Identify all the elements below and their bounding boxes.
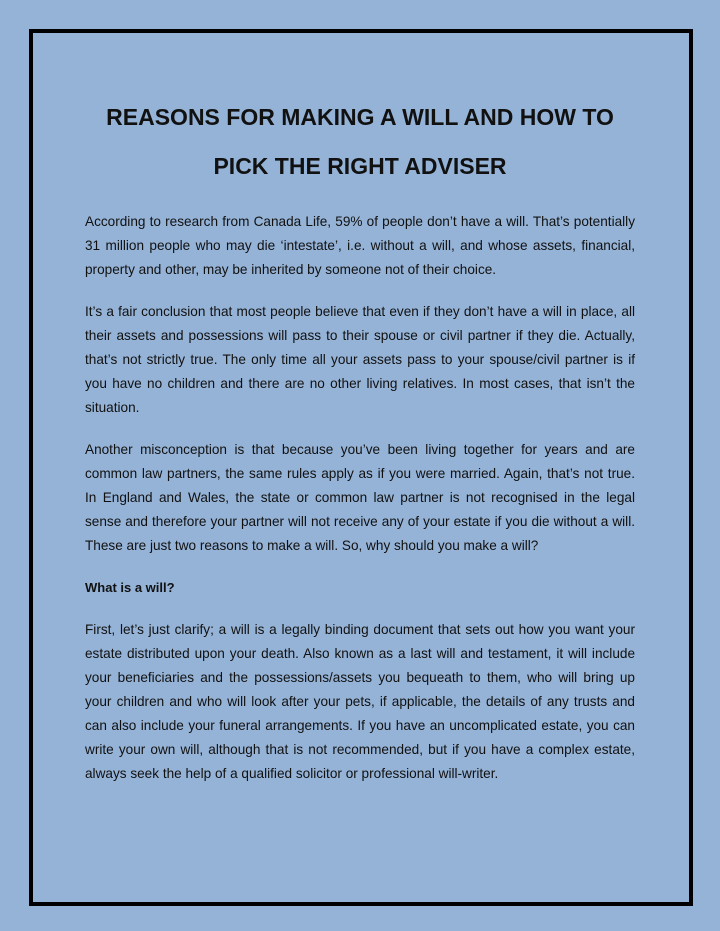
paragraph-intro: According to research from Canada Life, 59% of people don’t have a will. That’s potentially 31 million people who may die ‘intestate’, i.e. without a will, and whose assets, financial, property and other, may be inherited by someone not of their choice. [85,214,635,277]
section-heading-what-is-a-will: What is a will? [85,580,175,595]
paragraph-common-law-misconception: Another misconception is that because you’ve been living together for years and are common law partners, the same rules apply as if you were married. Again, that’s not true. In England and Wales, the state or common law partner is not recognised in the legal sense and therefore your partner will not receive any of your estate if you die without a will. These are just two reasons to make a will. So, why should you make a will? [85,442,635,553]
paragraph-spouse-misconception: It’s a fair conclusion that most people believe that even if they don’t have a will in place, all their assets and possessions will pass to their spouse or civil partner if they die. Actually, that’s not strictly true. The only time all your assets pass to your spouse/civil partner is if you have no children and there are no other living relatives. In most cases, that isn’t the situation. [85,304,635,415]
document-body [85,93,635,804]
paragraph-will-definition: First, let’s just clarify; a will is a legally binding document that sets out how you want your estate distributed upon your death. Also known as a last will and testament, it will include your beneficiaries and the possessions/assets you bequeath to them, who will bring up your children and who will look after your pets, if applicable, the details of any trusts and can also include your funeral arrangements. If you have an uncomplicated estate, you can write your own will, although that is not recommended, but if you have a complex estate, always seek the help of a qualified solicitor or professional will-writer. [85,622,635,781]
title-line-2: PICK THE RIGHT ADVISER [213,153,507,179]
document-title [69,93,651,191]
title-line-1: REASONS FOR MAKING A WILL AND HOW TO [106,104,614,130]
